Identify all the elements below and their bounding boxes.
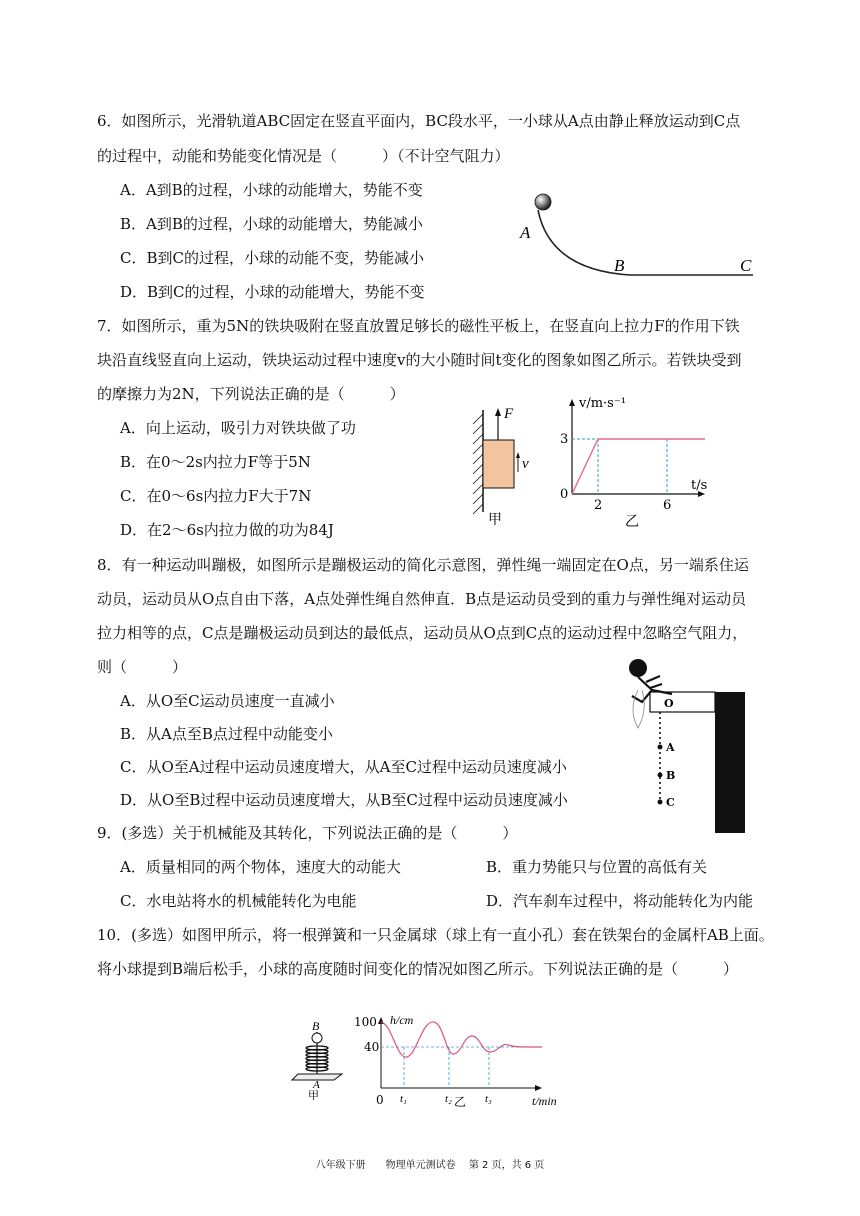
q8-option-b: B．从A点至B点过程中动能变小 <box>120 725 333 743</box>
q7-stem-line2: 块沿直线竖直向上运动，铁块运动过程中速度v的大小随时间t变化的图象如图乙所示。若铁块受到 <box>97 351 742 369</box>
q9-option-b: B．重力势能只与位置的高低有关 <box>486 858 708 876</box>
q10-tick-t1: t₁ <box>400 1093 407 1105</box>
q6-track-figure <box>510 185 770 285</box>
q9-option-c: C．水电站将水的机械能转化为电能 <box>120 892 357 910</box>
q7-xaxis-label: t/s <box>691 478 708 493</box>
q7-origin-label: 0 <box>560 487 569 502</box>
q8-label-c: C <box>666 796 675 809</box>
q6-option-c: C．B到C的过程，小球的动能不变，势能减小 <box>120 249 424 267</box>
q7-label-f: F <box>504 406 514 422</box>
q8-platform <box>650 692 715 712</box>
q6-label-c: C <box>740 256 752 275</box>
q6-stem-line1: 6．如图所示，光滑轨道ABC固定在竖直平面内，BC段水平，一小球从A点由静止释放运动到C点 <box>97 112 741 130</box>
q8-option-d: D．从O至B过程中运动员速度增大，从B至C过程中运动员速度减小 <box>120 791 568 809</box>
q7-iron-block <box>483 440 514 488</box>
q10-tick-40: 40 <box>364 1040 380 1054</box>
q6-stem-line2: 的过程中，动能和势能变化情况是（ ）（不计空气阻力） <box>97 147 510 165</box>
q7-option-d: D．在2～6s内拉力做的功为84J <box>120 521 334 539</box>
q7-yaxis-label: v/m·s⁻¹ <box>579 396 626 411</box>
q10-height-curve <box>381 1022 542 1057</box>
q10-yaxis-label: h/cm <box>390 1013 414 1027</box>
q8-bungee-figure <box>620 650 750 835</box>
page-footer: 八年级下册 物理单元测试卷 第 2 页，共 6 页 <box>315 1160 545 1171</box>
q6-option-b: B．A到B的过程，小球的动能增大，势能减小 <box>120 215 423 233</box>
q8-label-b: B <box>666 769 676 782</box>
q7-option-a: A．向上运动，吸引力对铁块做了功 <box>120 419 356 437</box>
q10-tick-100: 100 <box>354 1015 377 1029</box>
q10-stem-line2: 将小球提到B端后松手，小球的高度随时间变化的情况如图乙所示。下列说法正确的是（ ） <box>97 960 739 978</box>
q7-block-figure <box>468 400 548 530</box>
q8-stem-line2: 动员，运动员从O点自由下落，A点处弹性绳自然伸直．B点是运动员受到的重力与弹性绳对运动员 <box>97 590 747 608</box>
q10-spring-figure <box>290 1018 350 1100</box>
q8-stem-line1: 8．有一种运动叫蹦极，如图所示是蹦极运动的简化示意图，弹性绳一端固定在O点，另一端系住运 <box>97 556 749 574</box>
q7-tick-2: 2 <box>594 498 603 513</box>
q8-jumper-head <box>629 659 647 677</box>
q7-velocity-graph <box>555 392 725 532</box>
q7-stem-line3: 的摩擦力为2N，下列说法正确的是（ ） <box>97 385 405 403</box>
q8-option-a: A．从O至C运动员速度一直减小 <box>120 692 335 710</box>
q6-label-a: A <box>520 223 531 242</box>
q7-option-b: B．在0～2s内拉力F等于5N <box>120 453 311 471</box>
q7-label-v: v <box>522 456 529 472</box>
q10-label-a: A <box>313 1079 320 1091</box>
q9-stem: 9．(多选）关于机械能及其转化，下列说法正确的是（ ） <box>97 824 518 842</box>
q8-label-a: A <box>666 741 675 754</box>
q10-stem-line1: 10．(多选）如图甲所示，将一根弹簧和一只金属球（球上有一直小孔）套在铁架台的金属杆AB上面。 <box>97 926 774 944</box>
q7-option-c: C．在0～6s内拉力F大于7N <box>120 487 312 505</box>
q10-tick-t2: t₂ <box>445 1093 452 1105</box>
q7-tick-3: 3 <box>560 432 569 447</box>
q10-ball <box>312 1033 322 1043</box>
q8-option-c: C．从O至A过程中运动员速度增大，从A至C过程中运动员速度减小 <box>120 758 567 776</box>
q8-stem-line4: 则（ ） <box>97 658 188 676</box>
q10-origin-label: 0 <box>376 1093 384 1107</box>
q10-label-jia: 甲 <box>308 1089 319 1102</box>
q6-option-d: D．B到C的过程，小球的动能增大，势能不变 <box>120 283 425 301</box>
q6-ball <box>535 194 551 210</box>
q9-option-d: D．汽车刹车过程中，将动能转化为内能 <box>486 892 754 910</box>
q8-cliff <box>715 692 745 833</box>
q9-option-a: A．质量相同的两个物体，速度大的动能大 <box>120 858 401 876</box>
q7-stem-line1: 7．如图所示，重为5N的铁块吸附在竖直放置足够长的磁性平板上，在竖直向上拉力F的作用下铁 <box>97 317 740 335</box>
q10-tick-t3: t₃ <box>485 1093 492 1105</box>
q8-stem-line3: 拉力相等的点，C点是蹦极运动员到达的最低点，运动员从O点到C点的运动过程中忽略空气阻力， <box>97 624 748 642</box>
q10-height-graph <box>352 1012 572 1107</box>
q10-label-b: B <box>312 1019 320 1033</box>
q7-label-jia: 甲 <box>488 512 502 528</box>
q6-label-b: B <box>614 256 625 275</box>
q10-xaxis-label: t/min <box>532 1094 557 1108</box>
q7-tick-6: 6 <box>663 498 672 513</box>
q6-option-a: A．A到B的过程，小球的动能增大，势能不变 <box>120 181 423 199</box>
q7-label-yi: 乙 <box>625 514 639 530</box>
q10-label-yi: 乙 <box>454 1095 467 1109</box>
q8-label-o: O <box>664 697 674 710</box>
q7-velocity-line <box>572 439 708 494</box>
